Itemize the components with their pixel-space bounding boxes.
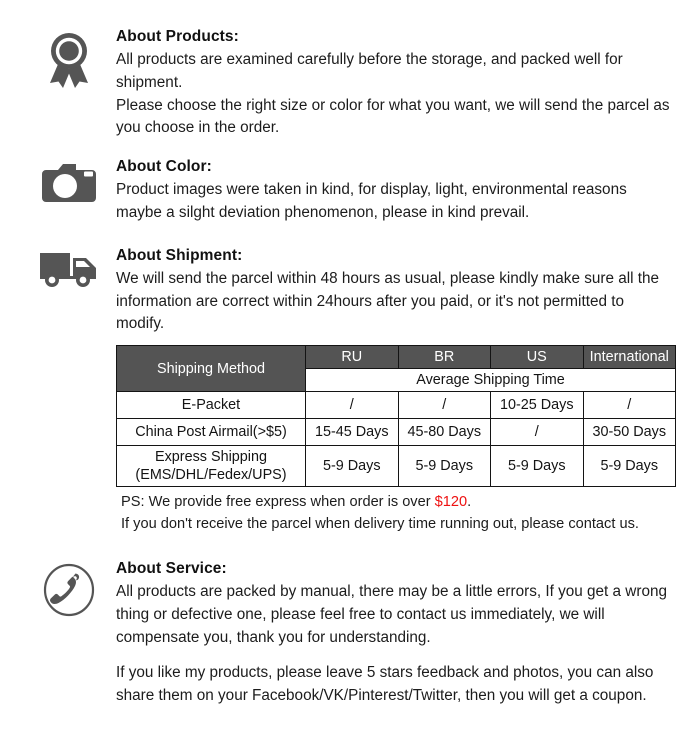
table-header-row — [117, 346, 676, 369]
ps-note-contact: If you don't receive the parcel when delivery time running out, please contact us. — [121, 515, 639, 532]
section-title: About Shipment: — [116, 246, 243, 264]
header-region-international: International — [583, 346, 676, 369]
section-paragraph: If you like my products, please leave 5 stars feedback and photos, you can also share them on your Facebook/VK/Pinterest/Twitter, then you will get a coupon. — [116, 664, 654, 704]
table-row — [117, 419, 676, 446]
icon-column — [22, 156, 116, 211]
ps-note-prefix: PS: We provide free express when order is over — [121, 494, 435, 511]
cell-international: 30-50 Days — [583, 419, 676, 446]
cell-international: 5-9 Days — [583, 446, 676, 487]
section-paragraph: We will send the parcel within 48 hours as usual, please kindly make sure all the information are correct within 24hours after you paid, or it's not permitted to modify. — [116, 270, 660, 333]
cell-method: E-Packet — [117, 392, 306, 419]
cell-international: / — [583, 392, 676, 419]
cell-method — [117, 446, 306, 487]
ps-note-free-express — [116, 492, 676, 514]
cell-method-line2: (EMS/DHL/Fedex/UPS) — [135, 467, 287, 484]
header-region-br: BR — [398, 346, 491, 369]
phone-handset-icon — [42, 562, 96, 623]
delivery-truck-icon — [38, 249, 100, 296]
section-title: About Color: — [116, 157, 212, 175]
shipping-time-table — [116, 345, 676, 487]
section-paragraph: All products are examined carefully before the storage, and packed well for shipment. — [116, 51, 623, 92]
cell-ru: 15-45 Days — [306, 419, 399, 446]
section-body — [116, 245, 680, 536]
cell-br: 5-9 Days — [398, 446, 491, 487]
section-about-shipment — [22, 245, 678, 536]
header-region-us: US — [491, 346, 584, 369]
cell-us: 5-9 Days — [491, 446, 584, 487]
cell-method: China Post Airmail(>$5) — [117, 419, 306, 446]
section-body — [116, 26, 678, 140]
section-paragraph: Please choose the right size or color for what you want, we will send the parcel as you choose in the order. — [116, 96, 670, 137]
table-row — [117, 446, 676, 487]
section-about-service — [22, 558, 678, 708]
cell-ru: / — [306, 392, 399, 419]
table-row — [117, 392, 676, 419]
section-about-color — [22, 156, 678, 225]
section-title: About Products: — [116, 28, 239, 45]
cell-method-line1: Express Shipping — [155, 449, 267, 466]
cell-us: / — [491, 419, 584, 446]
cell-br: 45-80 Days — [398, 419, 491, 446]
ps-note-suffix: . — [467, 494, 472, 511]
section-paragraph: All products are packed by manual, there may be a little errors, If you get a wrong thing or defective one, please feel free to contact us immediately, we will compensate you, thank you for understanding. — [116, 583, 667, 646]
header-region-ru: RU — [306, 346, 399, 369]
header-shipping-method: Shipping Method — [117, 346, 306, 392]
section-body — [116, 156, 678, 225]
award-ribbon-icon — [43, 30, 95, 95]
section-paragraph: Product images were taken in kind, for display, light, environmental reasons maybe a silght deviation phenomenon, please in kind prevail. — [116, 181, 627, 222]
icon-column — [22, 26, 116, 95]
section-body — [116, 558, 678, 708]
cell-ru: 5-9 Days — [306, 446, 399, 487]
cell-us: 10-25 Days — [491, 392, 584, 419]
icon-column — [22, 245, 116, 296]
ps-note-amount: $120 — [434, 494, 468, 511]
cell-br: / — [398, 392, 491, 419]
camera-icon — [40, 160, 98, 211]
icon-column — [22, 558, 116, 623]
section-about-products — [22, 26, 678, 140]
subheader-average-shipping-time: Average Shipping Time — [306, 369, 676, 392]
section-title: About Service: — [116, 559, 227, 577]
